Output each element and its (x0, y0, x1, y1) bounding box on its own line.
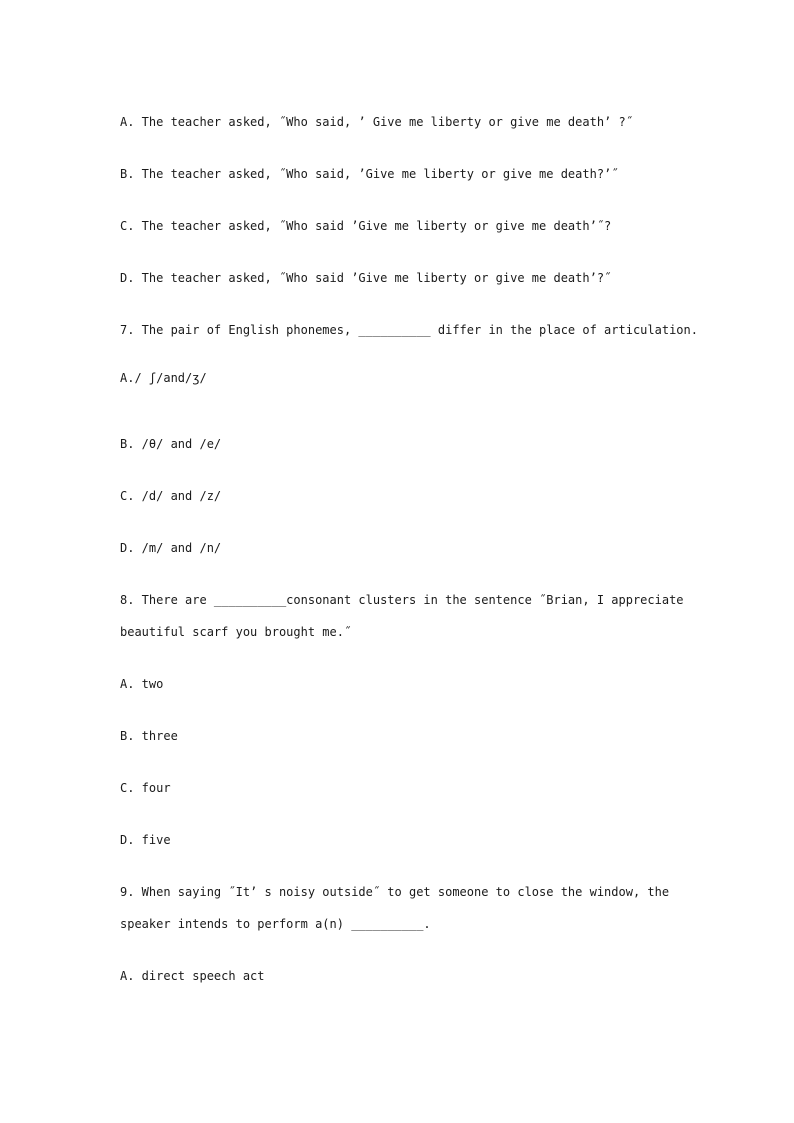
q7-option-b: B. /θ/ and /e/ (120, 437, 222, 451)
question-7: 7. The pair of English phonemes, __________ differ in the place of articulation. (120, 323, 698, 337)
q8-option-b: B. three (120, 729, 178, 743)
q9-option-a: A. direct speech act (120, 969, 265, 983)
question-8-line-1: 8. There are __________consonant clusters in the sentence ˝Brian, I appreciate (120, 593, 684, 607)
q6-option-c: C. The teacher asked, ˝Who said ’Give me liberty or give me death’˝? (120, 219, 612, 233)
q7-option-a: A./ ʃ/and/ʒ/ (120, 371, 207, 385)
question-9-line-2: speaker intends to perform a(n) __________. (120, 917, 431, 931)
q7-option-d: D. /m/ and /n/ (120, 541, 222, 555)
q6-option-d: D. The teacher asked, ˝Who said ’Give me liberty or give me death’?˝ (120, 271, 612, 285)
q7-option-c: C. /d/ and /z/ (120, 489, 222, 503)
question-9-line-1: 9. When saying ˝It’ s noisy outside˝ to get someone to close the window, the (120, 885, 670, 899)
q8-option-c: C. four (120, 781, 171, 795)
q6-option-a: A. The teacher asked, ˝Who said, ’ Give me liberty or give me death’ ?˝ (120, 115, 633, 129)
question-8-line-2: beautiful scarf you brought me.˝ (120, 625, 352, 639)
q6-option-b: B. The teacher asked, ˝Who said, ’Give me liberty or give me death?’˝ (120, 167, 619, 181)
q8-option-d: D. five (120, 833, 171, 847)
q8-option-a: A. two (120, 677, 164, 691)
